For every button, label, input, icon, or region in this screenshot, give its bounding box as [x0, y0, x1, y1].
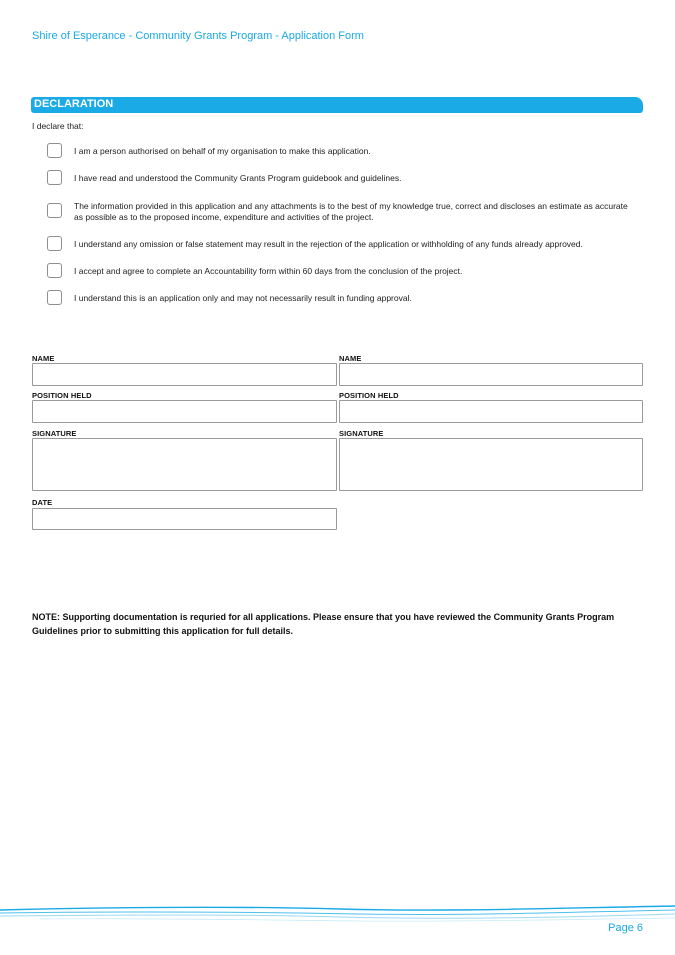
declaration-text: I understand this is an application only and may not necessarily result in funding approval.: [74, 293, 412, 303]
signature-field-left[interactable]: [32, 438, 337, 491]
declaration-checkbox[interactable]: [47, 170, 62, 185]
declaration-checkbox[interactable]: [47, 236, 62, 251]
name-label-left: NAME: [32, 354, 55, 363]
page-number: Page 6: [608, 922, 643, 934]
declaration-checkbox[interactable]: [47, 263, 62, 278]
declaration-text: I understand any omission or false statement may result in the rejection of the application or withholding of any funds already approved.: [74, 239, 583, 249]
signature-label-right: SIGNATURE: [339, 429, 384, 438]
declaration-text: I accept and agree to complete an Accountability form within 60 days from the conclusion of the project.: [74, 266, 463, 276]
supporting-documentation-note: NOTE: Supporting documentation is requried for all applications. Please ensure that you have reviewed the Community Grants Program Guidelines prior to submitting this application for full details.: [32, 612, 615, 636]
name-field-right[interactable]: [339, 363, 643, 386]
declaration-text: I am a person authorised on behalf of my organisation to make this application.: [74, 146, 371, 156]
declaration-checkbox[interactable]: [47, 290, 62, 305]
name-field-left[interactable]: [32, 363, 337, 386]
declaration-text: I have read and understood the Community Grants Program guidebook and guidelines.: [74, 173, 402, 183]
date-field[interactable]: [32, 508, 337, 530]
signature-label-left: SIGNATURE: [32, 429, 77, 438]
signature-field-right[interactable]: [339, 438, 643, 491]
date-label: DATE: [32, 498, 53, 507]
declaration-checkbox[interactable]: [47, 203, 62, 218]
section-title: DECLARATION: [34, 98, 114, 110]
declaration-text: The information provided in this application and any attachments is to the best of my knowledge true, correct and discloses an estimate as accurate as possible as to the proposed income, expenditure and activities of the project.: [74, 201, 628, 222]
position-label-left: POSITION HELD: [32, 391, 92, 400]
declaration-section-header: [31, 97, 643, 113]
document-header-title: Shire of Esperance - Community Grants Program - Application Form: [32, 30, 364, 42]
declaration-intro: I declare that:: [32, 121, 84, 131]
name-label-right: NAME: [339, 354, 362, 363]
footer-wave-decoration: [0, 900, 675, 926]
position-field-right[interactable]: [339, 400, 643, 423]
declaration-checkbox[interactable]: [47, 143, 62, 158]
position-label-right: POSITION HELD: [339, 391, 399, 400]
position-field-left[interactable]: [32, 400, 337, 423]
